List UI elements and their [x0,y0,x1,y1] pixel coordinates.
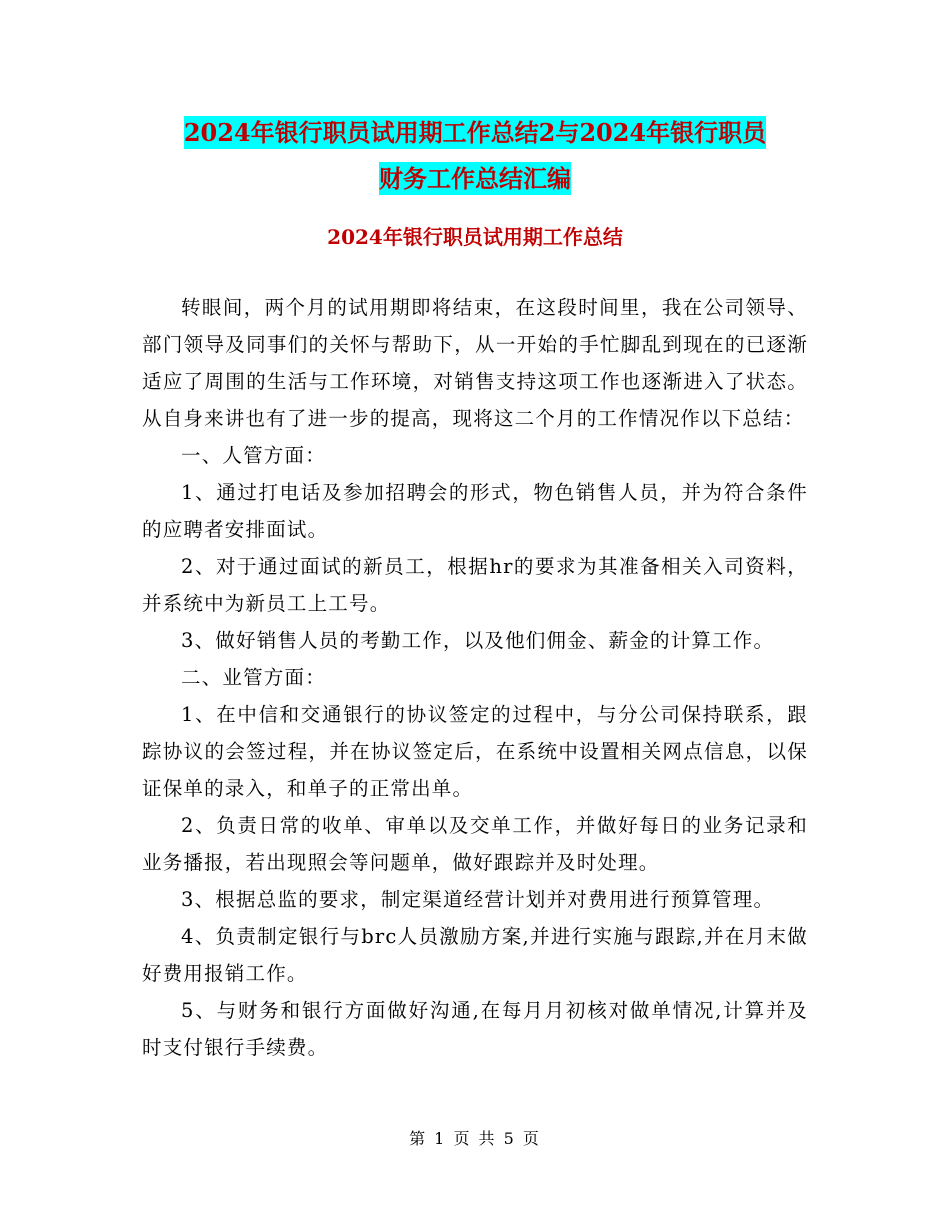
paragraph: 1、在中信和交通银行的协议签定的过程中，与分公司保持联系，跟踪协议的会签过程，并在协议签定后，在系统中设置相关网点信息，以保证保单的录入，和单子的正常出单。 [142,703,808,800]
section-title: 2024年银行职员试用期工作总结 [327,225,623,249]
document-title [140,110,810,202]
paragraph: 2、负责日常的收单、审单以及交单工作，并做好每日的业务记录和业务播报，若出现照会等问题单，做好跟踪并及时处理。 [142,814,808,874]
document-body [142,289,808,1066]
paragraph: 1、通过打电话及参加招聘会的形式，物色销售人员，并为符合条件的应聘者安排面试。 [142,481,808,541]
paragraph: 5、与财务和银行方面做好沟通,在每月月初核对做单情况,计算并及时支付银行手续费。 [142,999,808,1059]
paragraph: 2、对于通过面试的新员工，根据hr的要求为其准备相关入司资料，并系统中为新员工上工号。 [142,555,808,615]
paragraph: 3、根据总监的要求，制定渠道经营计划并对费用进行预算管理。 [181,888,775,911]
document-title-line2: 财务工作总结汇编 [379,164,571,193]
paragraph: 二、业管方面： [181,666,326,689]
paragraph: 转眼间，两个月的试用期即将结束，在这段时间里，我在公司领导、部门领导及同事们的关怀与帮助下，从一开始的手忙脚乱到现在的已逐渐适应了周围的生活与工作环境，对销售支持这项工作也逐渐进入了状态。从自身来讲也有了进一步的提高，现将这二个月的工作情况作以下总结： [142,296,808,430]
page-footer: 第 1 页 共 5 页 [409,1129,541,1148]
paragraph: 4、负责制定银行与brc人员激励方案,并进行实施与跟踪,并在月末做好费用报销工作。 [142,925,808,985]
paragraph: 一、人管方面： [181,444,326,467]
document-title-line1: 2024年银行职员试用期工作总结2与2024年银行职员 [183,118,767,147]
paragraph: 3、做好销售人员的考勤工作，以及他们佣金、薪金的计算工作。 [181,629,775,652]
